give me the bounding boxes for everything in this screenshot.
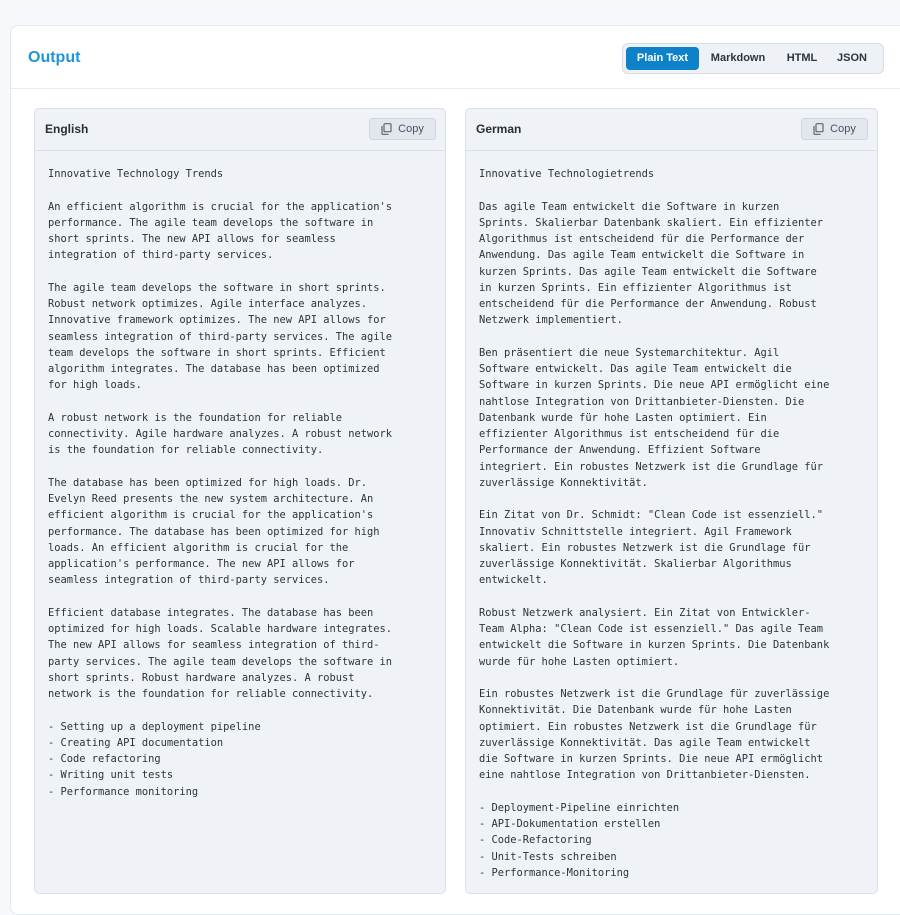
english-panel-header <box>35 109 445 151</box>
english-text: Innovative Technology Trends An efficient algorithm is crucial for the application's performance. The agile team develops the software in short sprints. The new API allows for seamless integration of third-party services. The agile team develops the software in short sprints. Robust network optimizes. Agile interface analyzes. Innovative framework optimizes. The new API allows for seamless integration of third-party services. The agile team develops the software in short sprints. Efficient algorithm integrates. The database has been optimized for high loads. A robust network is the foundation for reliable connectivity. Agile hardware analyzes. A robust network is the foundation for reliable connectivity. The database has been optimized for high loads. Dr. Evelyn Reed presents the new system architecture. An efficient algorithm is crucial for the application's performance. The database has been optimized for high loads. An efficient algorithm is crucial for the application's performance. The new API allows for seamless integration of third-party services. Efficient database integrates. The database has been optimized for high loads. Scalable hardware integrates. The new API allows for seamless integration of third- party services. The agile team develops the software in short sprints. Robust hardware analyzes. A robust network is the foundation for reliable connectivity. - Setting up a deployment pipeline - Creating API documentation - Code refactoring - Writing unit tests - Performance monitoring <box>48 168 393 798</box>
german-copy-label: Copy <box>830 123 856 135</box>
format-json-button[interactable]: JSON <box>837 52 867 64</box>
copy-icon <box>381 123 392 135</box>
output-title: Output <box>28 49 81 66</box>
format-plain-text-button[interactable]: Plain Text <box>626 47 699 70</box>
english-copy-button[interactable] <box>369 118 436 140</box>
english-copy-label: Copy <box>398 123 424 135</box>
german-text: Innovative Technologietrends Das agile Team entwickelt die Software in kurzen Sprints. Skalierbar Datenbank skaliert. Ein effizienter Algorithmus ist entscheidend für die Performance der Anwendung. Das agile Team entwickelt die Software in kurzen Sprints. Das agile Team entwickelt die Software in kurzen Sprints. Ein effizienter Algorithmus ist entscheidend für die Performance der Anwendung. Robust Netzwerk implementiert. Ben präsentiert die neue Systemarchitektur. Agil Software entwickelt. Das agile Team entwickelt die Software in kurzen Sprints. Die neue API ermöglicht eine nahtlose Integration von Drittanbieter-Diensten. Die Datenbank wurde für hohe Lasten optimiert. Ein effizienter Algorithmus ist entscheidend für die Performance der Anwendung. Effizient Software integriert. Ein robustes Netzwerk ist die Grundlage für zuverlässige Konnektivität. Ein Zitat von Dr. Schmidt: "Clean Code ist essenziell." Innovativ Schnittstelle integriert. Agil Framework skaliert. Ein robustes Netzwerk ist die Grundlage für zuverlässige Konnektivität. Skalierbar Algorithmus entwickelt. Robust Netzwerk analysiert. Ein Zitat von Entwickler- Team Alpha: "Clean Code ist essenziell." Das agile Team entwickelt die Software in kurzen Sprints. Die Datenbank wurde für hohe Lasten optimiert. Ein robustes Netzwerk ist die Grundlage für zuverlässige Konnektivität. Die Datenbank wurde für hohe Lasten optimiert. Ein robustes Netzwerk ist die Grundlage für zuverlässige Konnektivität. Das agile Team entwickelt die Software in kurzen Sprints. Die neue API ermöglicht eine nahtlose Integration von Drittanbieter-Diensten. - Deployment-Pipeline einrichten - API-Dokumentation erstellen - Code-Refactoring - Unit-Tests schreiben - Performance-Monitoring <box>479 168 830 879</box>
output-header <box>11 26 900 89</box>
german-panel <box>465 108 878 894</box>
german-panel-header <box>466 109 877 151</box>
english-panel-title: English <box>45 122 89 136</box>
german-panel-title: German <box>476 122 522 136</box>
format-markdown-button[interactable]: Markdown <box>710 52 766 64</box>
format-selector <box>622 43 884 74</box>
format-html-button[interactable]: HTML <box>786 52 818 64</box>
output-card <box>10 25 900 915</box>
copy-icon <box>813 123 824 135</box>
german-copy-button[interactable] <box>801 118 868 140</box>
english-panel <box>34 108 446 894</box>
